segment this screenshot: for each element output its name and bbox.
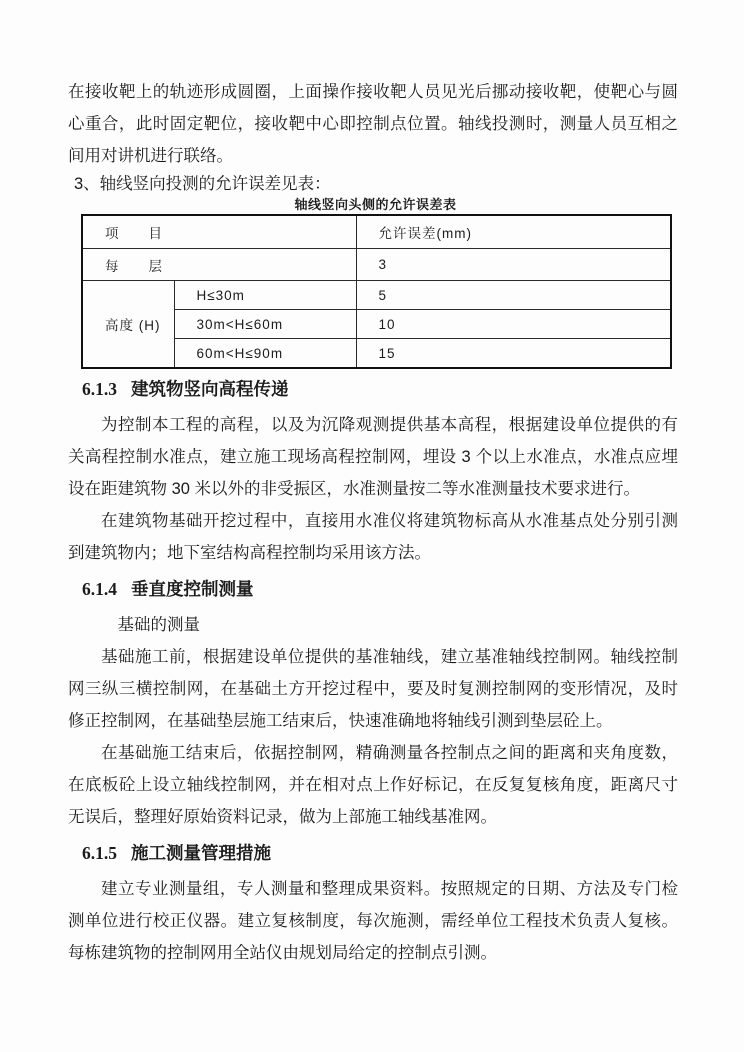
page-content (68, 76, 678, 969)
tolerance-table (81, 214, 672, 369)
table-header-tolerance: 允许误差(mm) (356, 215, 671, 249)
table-cell-per-floor-value: 3 (356, 249, 671, 281)
table-cell-range-3: 60m<H≤90m (174, 339, 356, 369)
table-cell-value-1: 5 (356, 281, 671, 310)
section-number: 6.1.4 (82, 579, 117, 599)
section-number: 6.1.3 (82, 379, 117, 399)
subheading-foundation-survey: 基础的测量 (117, 616, 200, 634)
list-item-3: 3、轴线竖向投测的允许误差见表： (74, 175, 331, 193)
table-row-height-1 (82, 281, 671, 310)
intro-paragraph: 在接收靶上的轨迹形成圆圈，上面操作接收靶人员见光后挪动接收靶，使靶心与圆心重合，此时固定靶位，接收靶中心即控制点位置。轴线投测时，测量人员互相之间用对讲机进行联络。 (68, 83, 678, 165)
paragraph: 在建筑物基础开挖过程中，直接用水准仪将建筑物标高从水准基点处分别引测到建筑物内；地下室结构高程控制均采用该方法。 (68, 512, 678, 562)
paragraph: 基础施工前，根据建设单位提供的基准轴线，建立基准轴线控制网。轴线控制网三纵三横控制网，在基础土方开挖过程中，要及时复测控制网的变形情况，及时修正控制网，在基础垫层施工结束后，快速准确地将轴线引测到垫层砼上。 (68, 648, 678, 730)
table-cell-range-1: H≤30m (174, 281, 356, 310)
table-cell-value-3: 15 (356, 339, 671, 369)
table-caption: 轴线竖向头侧的允许误差表 (294, 197, 457, 212)
table-cell-value-2: 10 (356, 310, 671, 339)
paragraph: 建立专业测量组，专人测量和整理成果资料。按照规定的日期、方法及专门检测单位进行校正仪器。建立复核制度，每次施测，需经单位工程技术负责人复核。每栋建筑物的控制网用全站仪由规划局给定的控制点引测。 (68, 880, 678, 962)
table-row-per-floor (82, 249, 671, 281)
table-header-row (82, 215, 671, 249)
tolerance-table-block (81, 197, 670, 369)
table-cell-height-group: 高度 (H) (82, 281, 174, 369)
table-cell-range-2: 30m<H≤60m (174, 310, 356, 339)
section-heading-6-1-3 (82, 376, 678, 402)
table-header-item: 项 目 (82, 215, 356, 249)
section-title: 施工测量管理措施 (131, 843, 271, 863)
section-number: 6.1.5 (82, 843, 117, 863)
table-cell-per-floor-label: 每 层 (82, 249, 356, 281)
section-title: 建筑物竖向高程传递 (131, 379, 289, 399)
section-title: 垂直度控制测量 (131, 579, 254, 599)
paragraph: 为控制本工程的高程，以及为沉降观测提供基本高程，根据建设单位提供的有关高程控制水准点，建立施工现场高程控制网，埋设 3 个以上水准点，水准点应埋设在距建筑物 30 米以外的非受振区，水准测量按二等水准测量技术要求进行。 (68, 416, 678, 498)
paragraph: 在基础施工结束后，依据控制网，精确测量各控制点之间的距离和夹角度数，在底板砼上设立轴线控制网，并在相对点上作好标记，在反复复核角度，距离尺寸无误后，整理好原始资料记录，做为上部施工轴线基准网。 (68, 744, 678, 826)
section-heading-6-1-5 (82, 840, 678, 866)
section-heading-6-1-4 (82, 576, 678, 602)
